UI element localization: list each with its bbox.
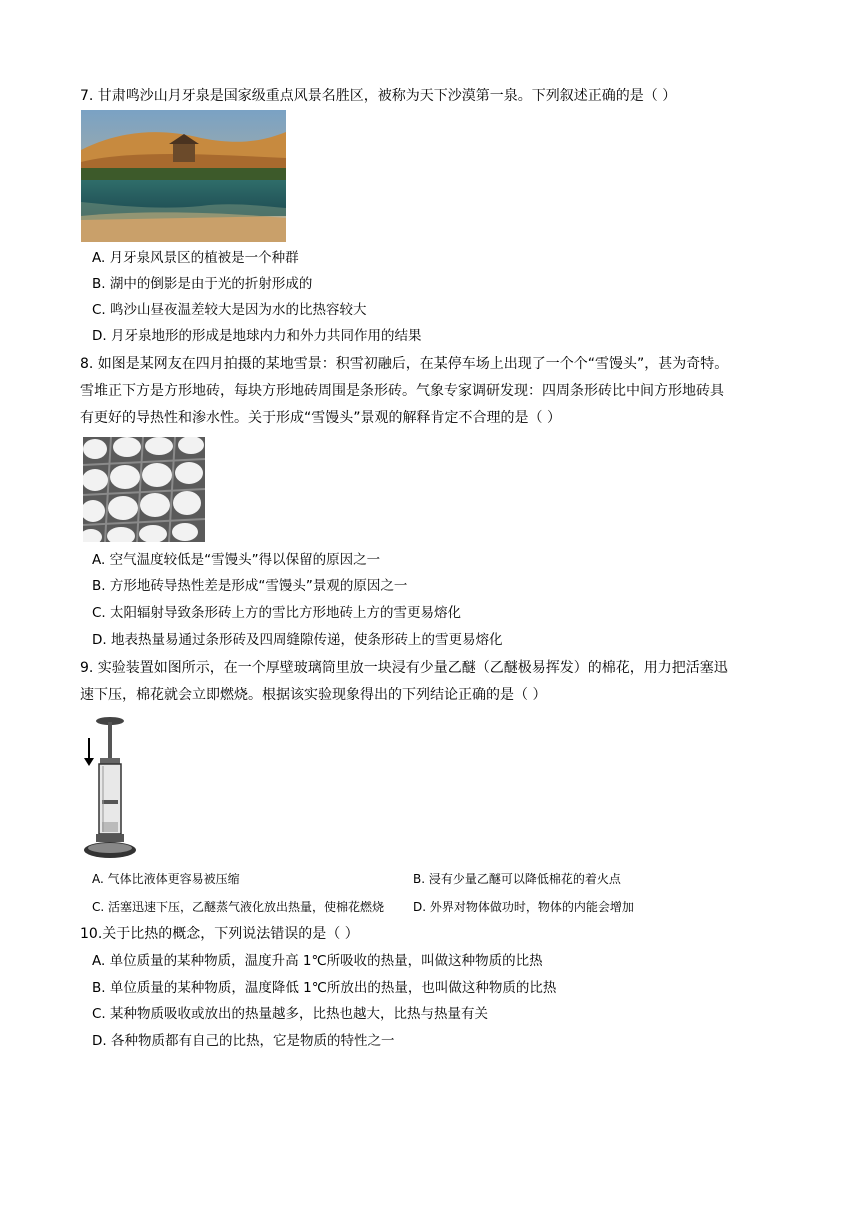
q10-option-d: D. 各种物质都有自己的比热，它是物质的特性之一 [92, 1033, 395, 1049]
q7-option-d: D. 月牙泉地形的形成是地球内力和外力共同作用的结果 [92, 328, 422, 344]
q9-option-a: A. 气体比液体更容易被压缩 [92, 872, 240, 886]
q10-option-a: A. 单位质量的某种物质，温度升高 1℃所吸收的热量，叫做这种物质的比热 [92, 953, 543, 969]
q8-stem-line-2: 雪堆正下方是方形地砖，每块方形地砖周围是条形砖。气象专家调研发现：四周条形砖比中间方形地砖具 [80, 383, 724, 399]
q7-option-a: A. 月牙泉风景区的植被是一个种群 [92, 250, 299, 266]
q7-oasis-photo [81, 110, 286, 242]
q8-stem-line-3: 有更好的导热性和渗水性。关于形成“雪馒头”景观的解释肯定不合理的是（ ） [80, 410, 561, 426]
q8-option-c: C. 太阳辐射导致条形砖上方的雪比方形地砖上方的雪更易熔化 [92, 605, 462, 621]
q7-option-c: C. 鸣沙山昼夜温差较大是因为水的比热容较大 [92, 302, 367, 318]
q10-option-c: C. 某种物质吸收或放出的热量越多，比热也越大，比热与热量有关 [92, 1006, 489, 1022]
q7-stem: 7. 甘肃鸣沙山月牙泉是国家级重点风景名胜区，被称为天下沙漠第一泉。下列叙述正确的是（ ） [80, 88, 677, 104]
q9-option-b: B. 浸有少量乙醚可以降低棉花的着火点 [413, 872, 621, 886]
q9-stem-line-1: 9. 实验装置如图所示，在一个厚壁玻璃筒里放一块浸有少量乙醚（乙醚极易挥发）的棉花，用力把活塞迅 [80, 660, 728, 676]
q9-option-d: D. 外界对物体做功时，物体的内能会增加 [413, 900, 634, 914]
q9-piston-apparatus-figure [80, 714, 136, 860]
q8-option-a: A. 空气温度较低是“雪馒头”得以保留的原因之一 [92, 552, 381, 568]
q8-snow-photo [83, 437, 205, 542]
q8-option-b: B. 方形地砖导热性差是形成“雪馒头”景观的原因之一 [92, 578, 408, 594]
q9-stem-line-2: 速下压，棉花就会立即燃烧。根据该实验现象得出的下列结论正确的是（ ） [80, 687, 547, 703]
q8-option-d: D. 地表热量易通过条形砖及四周缝隙传递，使条形砖上的雪更易熔化 [92, 632, 503, 648]
q9-option-c: C. 活塞迅速下压，乙醚蒸气液化放出热量，使棉花燃烧 [92, 900, 385, 914]
q7-option-b: B. 湖中的倒影是由于光的折射形成的 [92, 276, 313, 292]
q8-stem-line-1: 8. 如图是某网友在四月拍摄的某地雪景：积雪初融后，在某停车场上出现了一个个“雪馒头”，甚为奇特。 [80, 356, 729, 372]
q10-stem: 10.关于比热的概念，下列说法错误的是（ ） [80, 926, 359, 942]
q10-option-b: B. 单位质量的某种物质，温度降低 1℃所放出的热量，也叫做这种物质的比热 [92, 980, 557, 996]
